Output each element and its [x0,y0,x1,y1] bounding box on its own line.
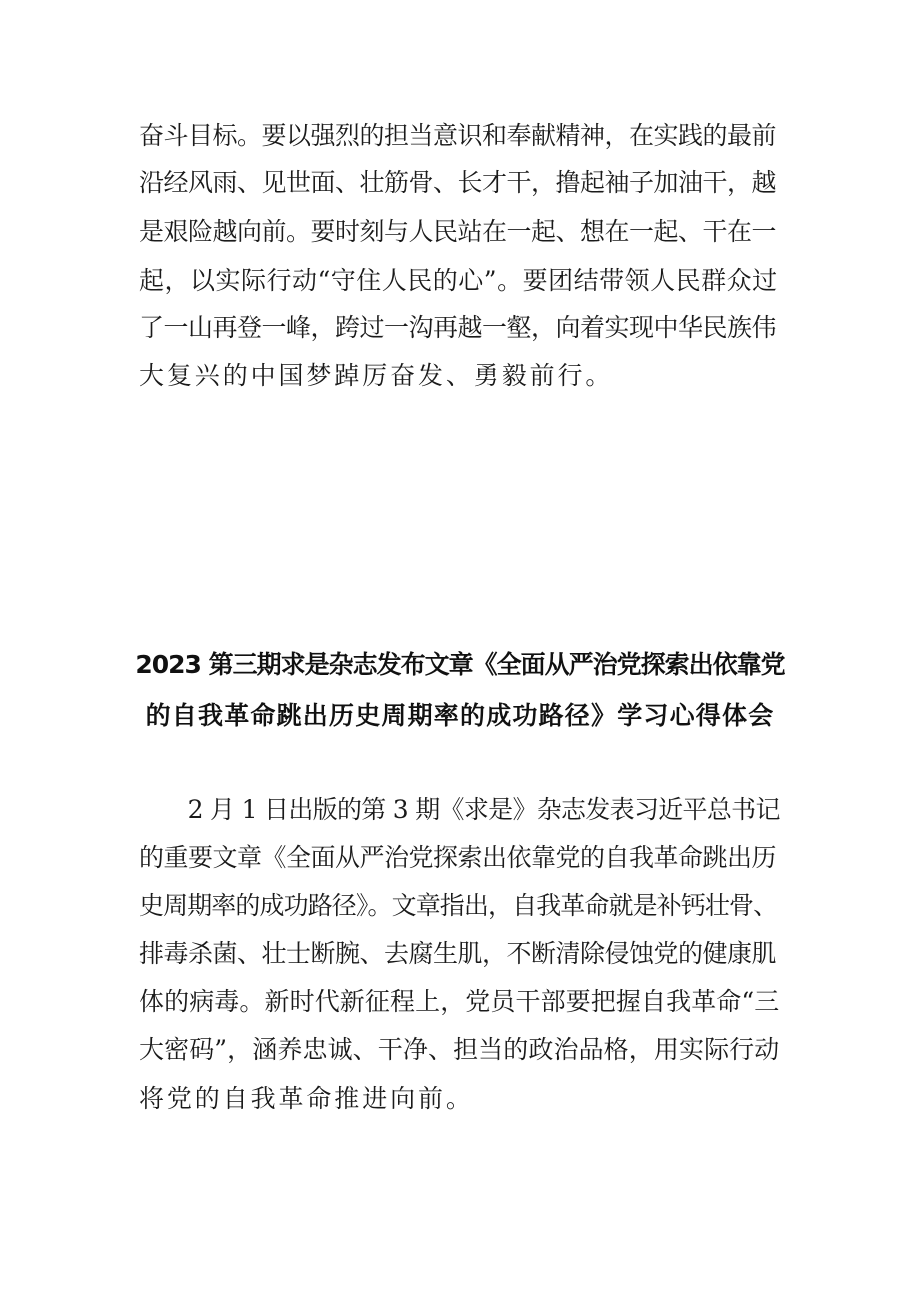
paragraph-line: 大复兴的中国梦踔厉奋发、勇毅前行。 [139,361,614,390]
paragraph-line: 史周期率的成功路径》。文章指出，自我革命就是补钙壮骨、 [139,891,778,920]
paragraph-line: 排毒杀菌、壮士断腕、去腐生肌，不断清除侵蚀党的健康肌 [139,939,777,968]
paragraph-line: 体的病毒。新时代新征程上，党员干部要把握自我革命“三 [139,987,780,1016]
article-title-line: 的自我革命跳出历史周期率的成功路径》学习心得体会 [145,701,775,730]
paragraph-line: 是艰险越向前。要时刻与人民站在一起、想在一起、干在一 [139,217,777,246]
paragraph-line: 沿经风雨、见世面、壮筋骨、长才干，撸起袖子加油干，越 [139,168,777,197]
paragraph-line: 2 月 1 日出版的第 3 期《求是》杂志发表习近平总书记 [139,795,780,824]
paragraph-line: 了一山再登一峰，跨过一沟再越一壑，向着实现中华民族伟 [139,313,777,342]
article-title-line: 2023 第三期求是杂志发布文章《全面从严治党探索出依靠党 [135,650,785,679]
paragraph-line: 将党的自我革命推进向前。 [139,1084,474,1113]
paragraph-line: 大密码”，涵养忠诚、干净、担当的政治品格，用实际行动 [139,1035,780,1064]
paragraph-line: 奋斗目标。要以强烈的担当意识和奉献精神，在实践的最前 [139,121,777,150]
paragraph-line: 起，以实际行动“守住人民的心”。要团结带领人民群众过 [139,266,778,295]
paragraph-line: 的重要文章《全面从严治党探索出依靠党的自我革命跳出历 [139,843,777,872]
